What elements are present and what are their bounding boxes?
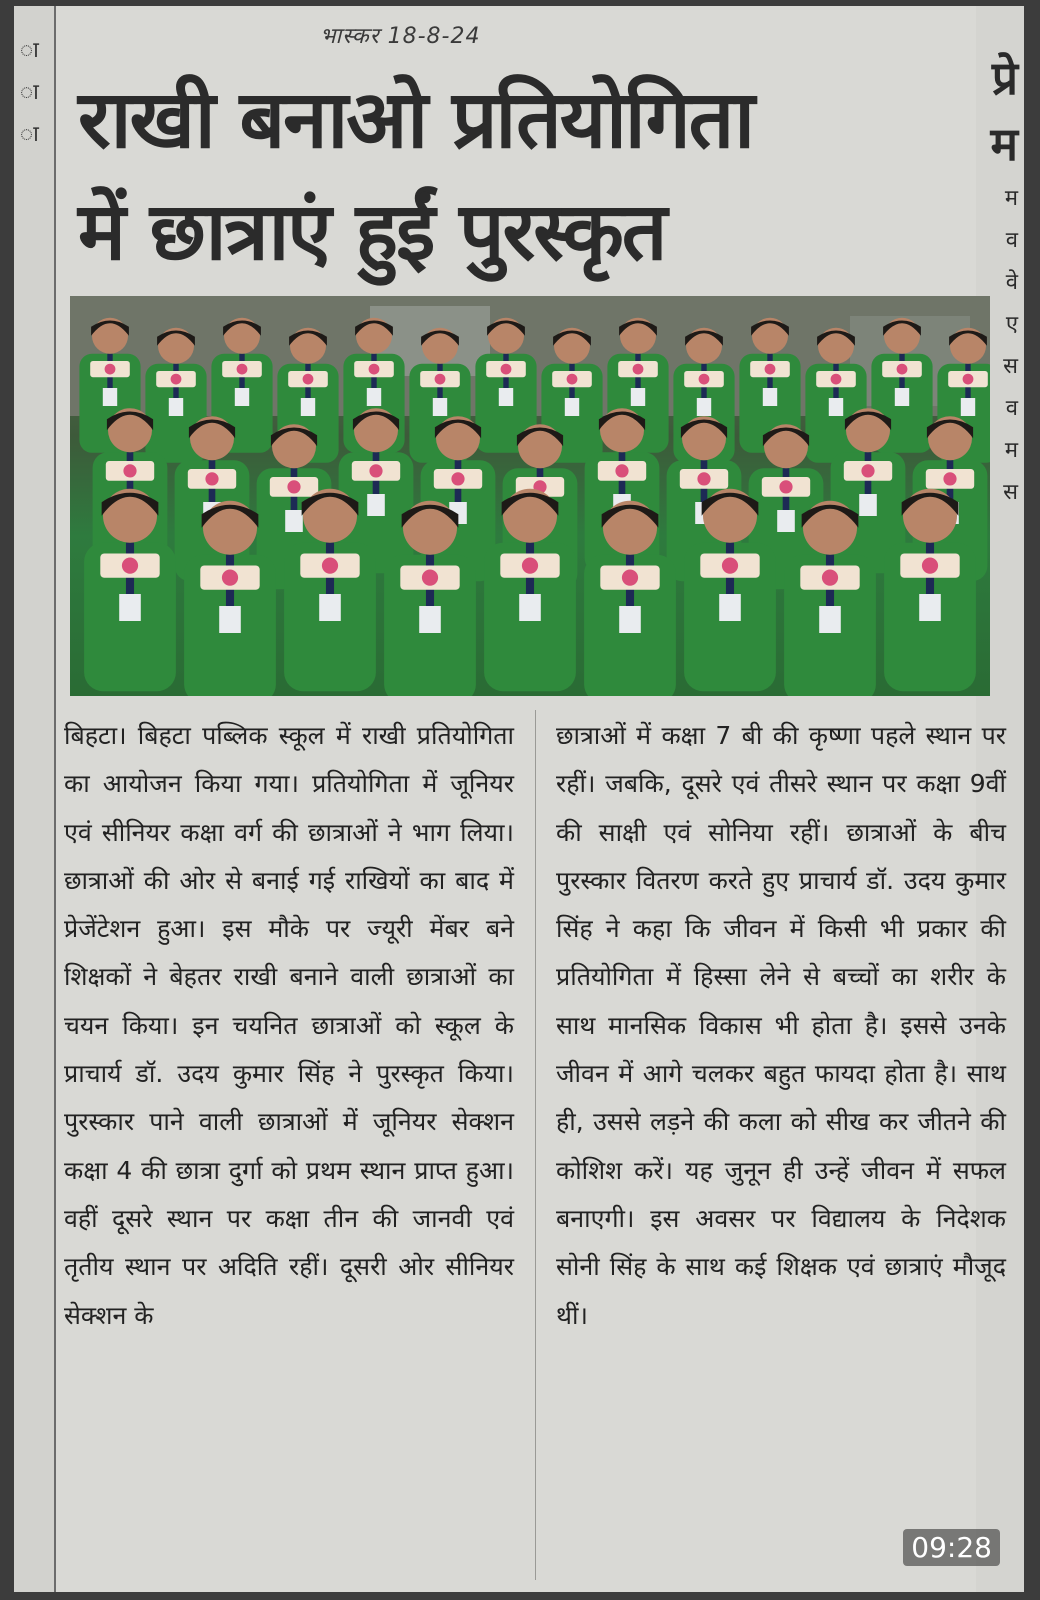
headline-line-1: राखी बनाओ प्रतियोगिता (78, 73, 753, 166)
article-column-1: बिहटा। बिहटा पब्लिक स्कूल में राखी प्रतियोगिता का आयोजन किया गया। प्रतियोगिता में जूनियर एवं सीनियर कक्षा वर्ग की छात्राओं ने भाग लिया। छात्राओं की ओर से बनाई गई राखियों का बाद में प्रेजेंटेशन हुआ। इस मौके पर ज्यूरी मेंबर बने शिक्षकों ने बेहतर राखी बनाने वाली छात्राओं का चयन किया। इन चयनित छात्राओं को स्कूल के प्राचार्य डॉ. उदय कुमार सिंह ने पुरस्कृत किया। पुरस्कार पाने वाली छात्राओं में जूनियर सेक्शन कक्षा 4 की छात्रा दुर्गा को प्रथम स्थान प्राप्त हुआ। वहीं दूसरे स्थान पर कक्षा तीन की जानवी एवं तृतीय स्थान पर अदिति रहीं। दूसरी ओर सीनियर सेक्शन के (64, 721, 514, 1330)
left-fragment: ा (20, 80, 39, 105)
adjacent-column-left (14, 6, 56, 1592)
headline-line-2: में छात्राएं हुईं पुरस्कृत (78, 185, 666, 278)
handwritten-date-note: भास्कर 18-8-24 (320, 24, 481, 49)
left-fragment: ा (20, 38, 39, 63)
article-column-2: छात्राओं में कक्षा 7 बी की कृष्णा पहले स्थान पर रहीं। जबकि, दूसरे एवं तीसरे स्थान पर कक्षा 9वीं की साक्षी एवं सोनिया रहीं। छात्राओं के बीच पुरस्कार वितरण करते हुए प्राचार्य डॉ. उदय कुमार सिंह ने कहा कि जीवन में किसी भी प्रकार की प्रतियोगिता में हिस्सा लेने से बच्चों का शरीर के साथ मानसिक विकास भी होता है। इससे उनके जीवन में आगे चलकर बहुत फायदा होता है। साथ ही, उससे लड़ने की कला को सीख कर जीतने की कोशिश करें। यह जुनून ही उन्हें जीवन में सफल बनाएगी। इस अवसर पर विद्यालय के निदेशक सोनी सिंह के साथ कई शिक्षक एवं छात्राएं मौजूद थीं। (556, 721, 1006, 1330)
newspaper-page (14, 6, 1024, 1592)
right-fragment: व (1005, 396, 1018, 421)
right-fragment: म (1004, 438, 1018, 463)
right-fragment: स (1003, 480, 1018, 505)
left-fragment: ा (20, 122, 39, 147)
right-fragment: स (1003, 354, 1018, 379)
right-fragment: प्रे (991, 51, 1018, 105)
right-fragment: म (1004, 186, 1018, 211)
right-fragment: व (1005, 228, 1018, 253)
timestamp-overlay: 09:28 (903, 1529, 1000, 1566)
news-photo-students-with-rakhis (70, 296, 990, 696)
right-fragment: म (990, 117, 1018, 171)
right-fragment: वे (1005, 270, 1018, 295)
right-fragment: ए (1005, 312, 1018, 337)
headline (78, 64, 958, 288)
photo-illustration (70, 296, 990, 696)
column-divider (535, 710, 536, 1580)
